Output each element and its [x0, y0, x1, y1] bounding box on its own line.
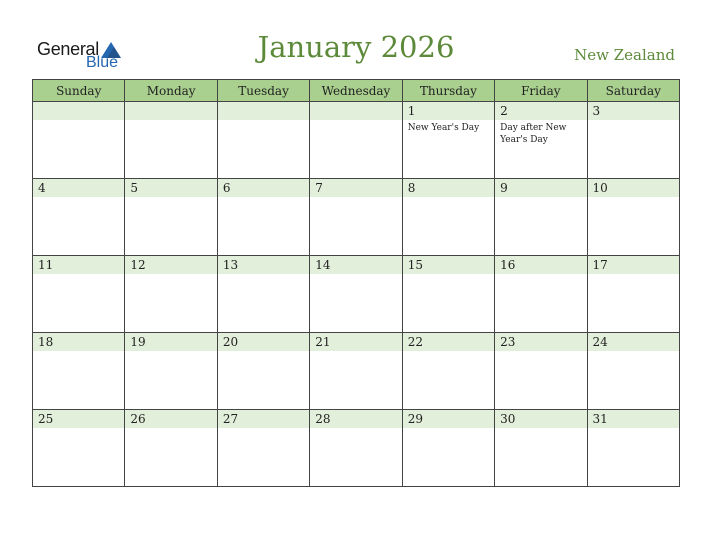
day-band [218, 179, 309, 197]
day-number: 22 [407, 335, 423, 349]
day-band [588, 102, 679, 120]
day-band [403, 179, 494, 197]
day-cell [402, 102, 494, 179]
day-cell [495, 410, 587, 487]
day-number: 29 [407, 412, 423, 426]
page-title: January 2026 [257, 30, 455, 64]
day-number: 2 [500, 104, 508, 118]
calendar-grid [32, 79, 680, 487]
logo-text-blue: Blue [86, 54, 119, 71]
day-number: 11 [38, 258, 54, 272]
weekday-header: Thursday [402, 80, 494, 102]
week-row [33, 256, 680, 333]
day-band [33, 102, 124, 120]
week-row [33, 410, 680, 487]
day-band [125, 179, 216, 197]
day-band [125, 102, 216, 120]
weekday-header: Tuesday [217, 80, 309, 102]
day-number: 14 [315, 258, 331, 272]
day-cell [33, 179, 125, 256]
weekday-header: Sunday [33, 80, 125, 102]
day-band [218, 102, 309, 120]
weekday-header: Saturday [587, 80, 679, 102]
day-number: 20 [222, 335, 239, 349]
day-number: 24 [592, 335, 608, 349]
day-number: 27 [222, 412, 239, 426]
day-cell [33, 410, 125, 487]
day-number: 9 [500, 181, 508, 195]
day-band [495, 179, 586, 197]
day-number: 26 [130, 412, 146, 426]
day-cell [125, 256, 217, 333]
day-cell [217, 102, 309, 179]
day-number: 8 [407, 181, 416, 195]
day-number: 15 [407, 258, 423, 272]
day-band [495, 102, 586, 120]
day-cell [310, 410, 402, 487]
day-cell [495, 179, 587, 256]
day-number: 18 [38, 335, 54, 349]
day-cell [125, 333, 217, 410]
day-cell [310, 256, 402, 333]
day-cell [402, 333, 494, 410]
day-band [403, 102, 494, 120]
day-cell [402, 410, 494, 487]
day-number: 7 [315, 181, 323, 195]
weekday-header: Monday [125, 80, 217, 102]
day-number: 21 [315, 335, 331, 349]
week-row [33, 179, 680, 256]
day-cell [587, 410, 679, 487]
day-number: 25 [38, 412, 54, 426]
day-cell [125, 179, 217, 256]
country-label: New Zealand [574, 46, 675, 64]
week-row [33, 333, 680, 410]
day-cell [587, 179, 679, 256]
day-cell [402, 179, 494, 256]
day-number: 19 [130, 335, 146, 349]
weekday-header-row [33, 80, 680, 102]
day-cell [495, 102, 587, 179]
holiday-label: New Year's Day [407, 123, 480, 133]
day-cell [587, 102, 679, 179]
day-cell [217, 410, 309, 487]
weekday-header: Friday [495, 80, 587, 102]
day-cell [587, 256, 679, 333]
day-cell [495, 256, 587, 333]
day-cell [217, 179, 309, 256]
day-number: 10 [592, 181, 608, 195]
day-cell [217, 333, 309, 410]
holiday-label: Day after New Year's Day [500, 123, 567, 145]
logo-text-general: General [37, 39, 99, 59]
day-cell [33, 102, 125, 179]
day-number: 5 [130, 181, 139, 195]
day-number: 13 [222, 258, 239, 272]
day-cell [310, 102, 402, 179]
day-cell [495, 333, 587, 410]
day-cell [125, 410, 217, 487]
day-cell [33, 256, 125, 333]
day-number: 16 [500, 258, 516, 272]
day-number: 17 [592, 258, 608, 272]
day-cell [587, 333, 679, 410]
day-cell [310, 179, 402, 256]
day-band [33, 179, 124, 197]
day-number: 12 [130, 258, 146, 272]
day-number: 28 [315, 412, 331, 426]
day-band [310, 102, 401, 120]
day-cell [310, 333, 402, 410]
day-number: 31 [592, 412, 608, 426]
day-band [310, 179, 401, 197]
day-cell [125, 102, 217, 179]
day-number: 1 [407, 104, 416, 118]
weekday-header: Wednesday [310, 80, 402, 102]
day-cell [33, 333, 125, 410]
week-row [33, 102, 680, 179]
day-number: 3 [592, 104, 601, 118]
day-number: 30 [500, 412, 516, 426]
day-cell [402, 256, 494, 333]
day-number: 6 [222, 181, 231, 195]
day-cell [217, 256, 309, 333]
day-number: 4 [38, 181, 46, 195]
day-number: 23 [500, 335, 516, 349]
